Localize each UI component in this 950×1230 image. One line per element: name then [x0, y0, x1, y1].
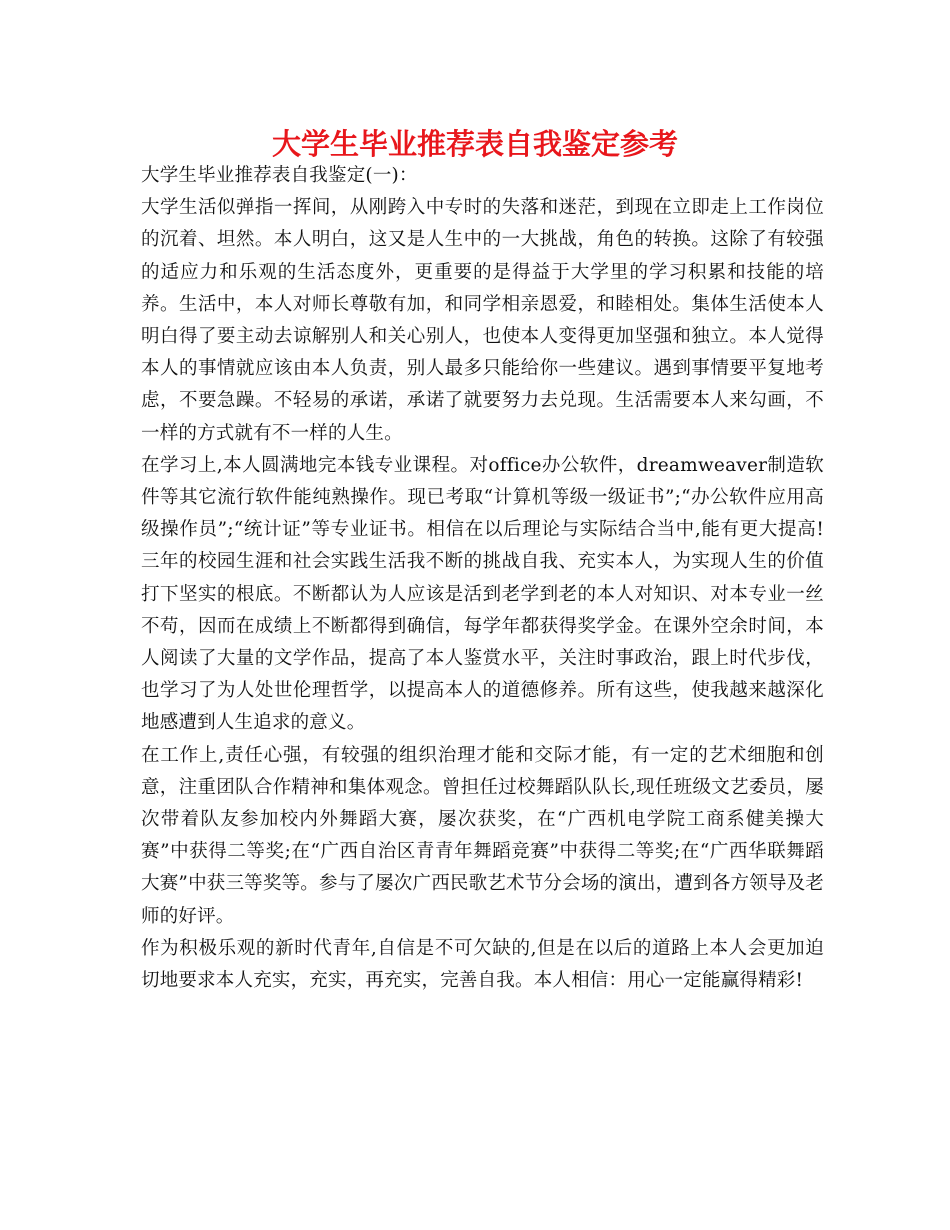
document-body — [141, 160, 824, 997]
paragraph-study: 在学习上,本人圆满地完本钱专业课程。对office办公软件，dreamweaver制造软件等其它流行软件能纯熟操作。现已考取“计算机等级一级证书”;“办公软件应用高级操作员”;“统计证”等专业证书。相信在以后理论与实际结合当中,能有更大提高!三年的校园生涯和社会实践生活我不断的挑战自我、充实本人，为实现人生的价值打下坚实的根底。不断都认为人应该是活到老学到老的本人对知识、对本专业一丝不苟，因而在成绩上不断都得到确信，每学年都获得奖学金。在课外空余时间，本人阅读了大量的文学作品，提高了本人鉴赏水平，关注时事政治，跟上时代步伐，也学习了为人处世伦理哲学，以提高本人的道德修养。所有这些，使我越来越深化地感遭到人生追求的意义。 — [141, 454, 824, 734]
paragraph-life: 大学生活似弹指一挥间，从刚跨入中专时的失落和迷茫，到现在立即走上工作岗位的沉着、坦然。本人明白，这又是人生中的一大挑战，角色的转换。这除了有较强的适应力和乐观的生活态度外，更重要的是得益于大学里的学习积累和技能的培养。生活中，本人对师长尊敬有加，和同学相亲恩爱，和睦相处。集体生活使本人明白得了要主动去谅解别人和关心别人，也使本人变得更加坚强和独立。本人觉得本人的事情就应该由本人负责，别人最多只能给你一些建议。遇到事情要平复地考虑，不要急躁。不轻易的承诺，承诺了就要努力去兑现。生活需要本人来勾画，不一样的方式就有不一样的人生。 — [141, 197, 824, 444]
paragraph-conclusion: 作为积极乐观的新时代青年,自信是不可欠缺的,但是在以后的道路上本人会更加迫切地要求本人充实，充实，再充实，完善自我。本人相信：用心一定能赢得精彩! — [141, 937, 824, 992]
document-title: 大学生毕业推荐表自我鉴定参考 — [271, 127, 678, 161]
paragraph-work: 在工作上,责任心强，有较强的组织治理才能和交际才能，有一定的艺术细胞和创意，注重团队合作精神和集体观念。曾担任过校舞蹈队队长,现任班级文艺委员，屡次带着队友参加校内外舞蹈大赛，屡次获奖，在“广西机电学院工商系健美操大赛”中获得二等奖;在“广西自治区青青年舞蹈竞赛”中获得二等奖;在“广西华联舞蹈大赛”中获三等奖等。参与了屡次广西民歌艺术节分会场的演出，遭到各方领导及老师的好评。 — [141, 744, 824, 927]
section-heading: 大学生毕业推荐表自我鉴定(一)： — [141, 165, 418, 186]
